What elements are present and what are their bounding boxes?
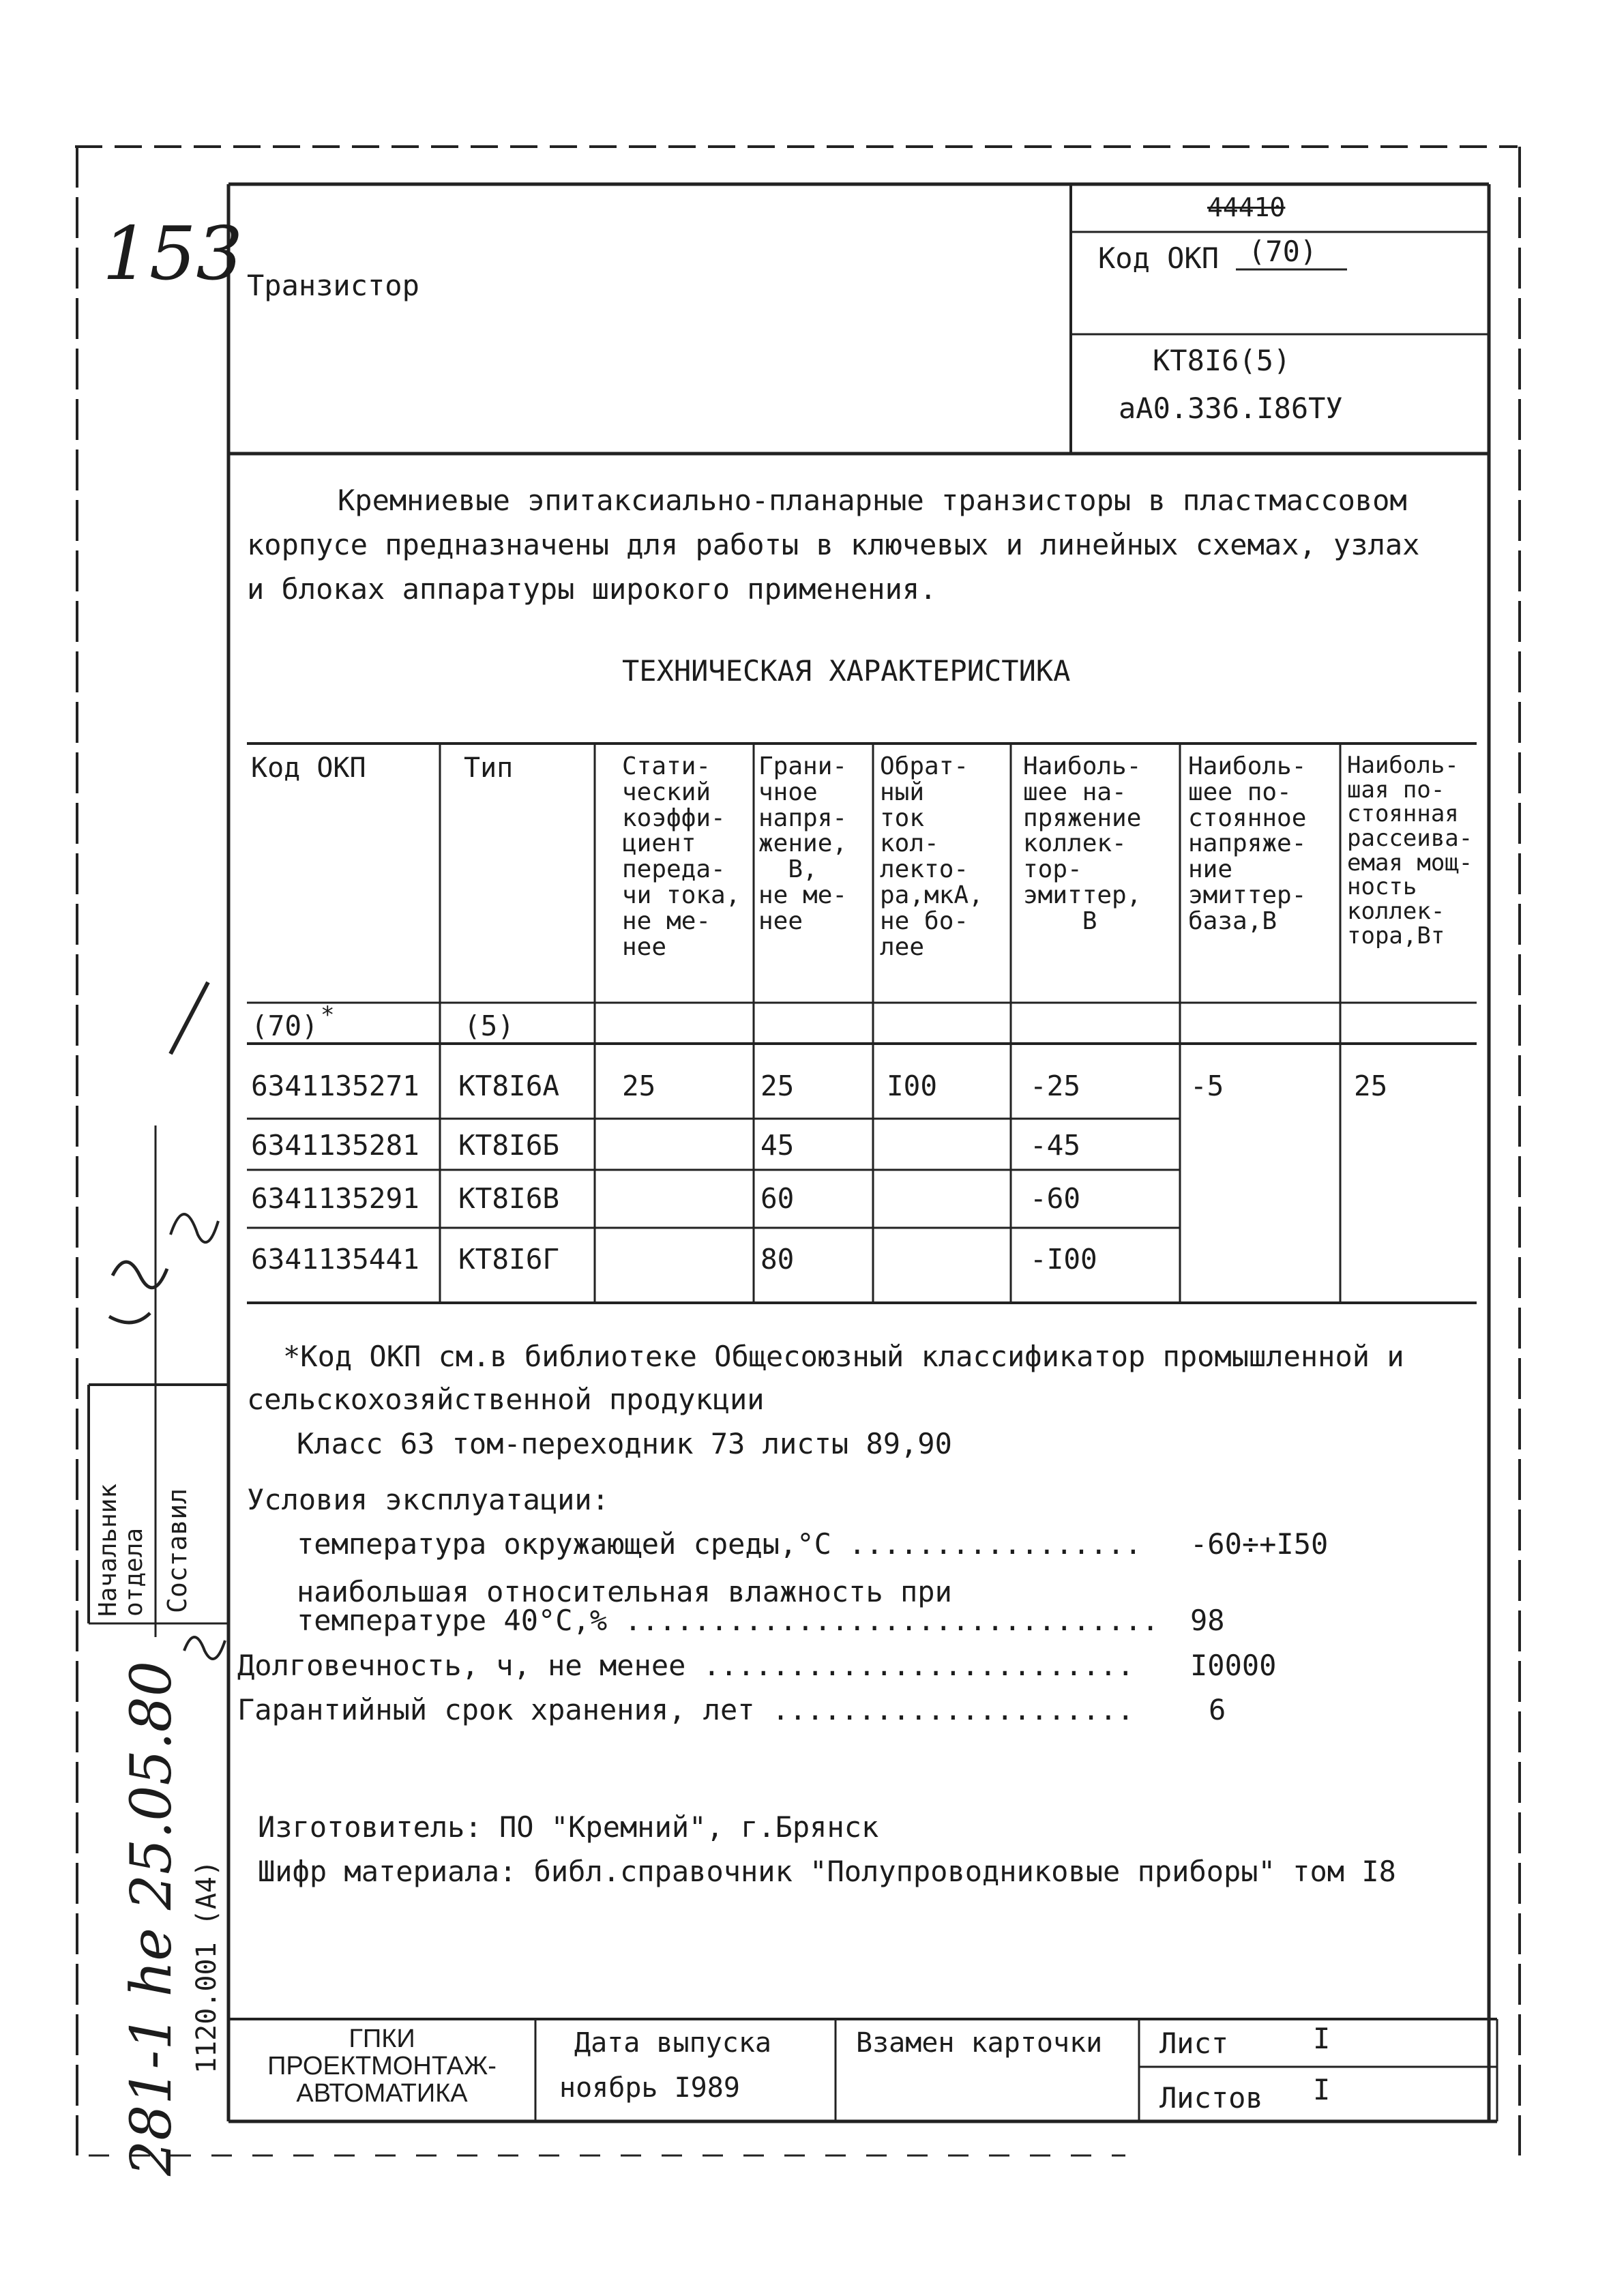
handwritten-date-stamp: 281-1 he 25.05.80 [119, 1660, 184, 2176]
product-title: Транзистор [247, 269, 419, 302]
okp-code-value: (70) [1248, 235, 1318, 268]
replaces-label: Взамен карточки [856, 2027, 1103, 2059]
durability-value: I0000 [1190, 1649, 1277, 1682]
release-label: Дата выпуска [574, 2027, 771, 2059]
row-type: КТ8I6А [458, 1070, 560, 1102]
sheet-number: 153 [102, 211, 243, 297]
row-vlim: 45 [760, 1129, 795, 1162]
humidity-label: наибольшая относительная влажность при [297, 1575, 952, 1608]
conditions-title: Условия эксплуатации: [247, 1483, 610, 1516]
row-vce: -25 [1030, 1070, 1081, 1102]
row-okp: 6341135271 [251, 1070, 419, 1102]
sheet-value: I [1313, 2022, 1331, 2055]
row-okp: 6341135291 [251, 1182, 419, 1215]
col-header-veb: Наиболь- шее по- стоянное напряже- ние эмиттер- база,В [1188, 752, 1307, 935]
warranty-value: 6 [1209, 1693, 1226, 1726]
spec-number: аА0.336.I86ТУ [1119, 392, 1343, 425]
row-vce: -I00 [1030, 1243, 1097, 1276]
card-number: 44410 [1207, 192, 1286, 222]
material-code: Шифр материала: библ.справочник "Полупроводниковые приборы" том I8 [258, 1855, 1396, 1888]
release-date: ноябрь I989 [559, 2072, 740, 2104]
code-okp-asterisk: * [321, 1001, 335, 1029]
manufacturer: Изготовитель: ПО "Кремний", г.Брянск [258, 1810, 879, 1844]
col-header-type: Тип [464, 752, 514, 784]
org-line: ПРОЕКТМОНТАЖ- [267, 2051, 497, 2080]
sheet-label: Лист [1159, 2027, 1229, 2060]
row-vce: -45 [1030, 1129, 1081, 1162]
durability-label: Долговечность, ч, не менее ......................... [237, 1649, 1134, 1682]
col-header-power: Наиболь- шая по- стоянная рассеива- емая мощ- ность коллек- тора,Вт [1347, 752, 1473, 950]
row-type: КТ8I6В [458, 1182, 560, 1215]
col-header-iback: Обрат- ный ток кол- лекто- ра,мкА, не бо- лее [880, 752, 984, 961]
row-okp: 6341135281 [251, 1129, 419, 1162]
footnote-line: *Код ОКП см.в библиотеке Общесоюзный классификатор промышленной и [283, 1340, 1404, 1373]
row-vce: -60 [1030, 1182, 1081, 1215]
row-vlim: 25 [760, 1070, 795, 1102]
type-designation: КТ8I6(5) [1153, 344, 1291, 377]
humidity-value: 98 [1190, 1604, 1225, 1637]
org-line: АВТОМАТИКА [296, 2078, 468, 2108]
row-type: КТ8I6Г [458, 1243, 560, 1276]
class-line: Класс 63 том-переходник 73 листы 89,90 [297, 1427, 952, 1460]
sheets-label: Листов [1159, 2081, 1263, 2115]
temp-value: -60÷+I50 [1190, 1527, 1329, 1561]
row-iback: I00 [887, 1070, 938, 1102]
sheets-value: I [1313, 2073, 1331, 2106]
row-veb: -5 [1190, 1070, 1224, 1102]
col-header-vlim: Грани- чное напря- жение, В, не ме- нее [758, 752, 848, 935]
organization [228, 2026, 535, 2108]
code-okp: (70) [251, 1010, 319, 1042]
section-title: ТЕХНИЧЕСКАЯ ХАРАКТЕРИСТИКА [622, 654, 1071, 688]
temp-label: температура окружающей среды,°С ................. [297, 1527, 1142, 1561]
form-code: 1120.001 (A4) [191, 1859, 222, 2074]
footnote-line: сельскохозяйственной продукции [247, 1383, 765, 1416]
okp-code-label: Код ОКП [1098, 241, 1220, 275]
humidity-label: температуре 40°С,% ............................... [297, 1604, 1159, 1637]
intro-line: и блоках аппаратуры широкого применения. [247, 572, 937, 606]
col-header-okp: Код ОКП [251, 752, 366, 784]
code-type: (5) [464, 1010, 515, 1042]
col-header-vce: Наиболь- шее на- пряжение коллек- тор- эмиттер, В [1023, 752, 1142, 935]
org-line: ГПКИ [349, 2025, 415, 2053]
col-header-gain: Стати- ческий коэффи- циент переда- чи тока, не ме- нее [622, 752, 741, 961]
chief-label: Начальник отдела [94, 1483, 148, 1617]
row-type: КТ8I6Б [458, 1129, 560, 1162]
intro-line: Кремниевые эпитаксиально-планарные транзисторы в пластмассовом [338, 484, 1407, 517]
row-vlim: 60 [760, 1182, 795, 1215]
row-okp: 6341135441 [251, 1243, 419, 1276]
compiler-label: Составил [162, 1488, 192, 1613]
intro-line: корпусе предназначены для работы в ключевых и линейных схемах, узлах [247, 528, 1420, 561]
row-vlim: 80 [760, 1243, 795, 1276]
row-gain: 25 [622, 1070, 656, 1102]
row-power: 25 [1354, 1070, 1388, 1102]
warranty-label: Гарантийный срок хранения, лет ..................... [237, 1693, 1134, 1726]
